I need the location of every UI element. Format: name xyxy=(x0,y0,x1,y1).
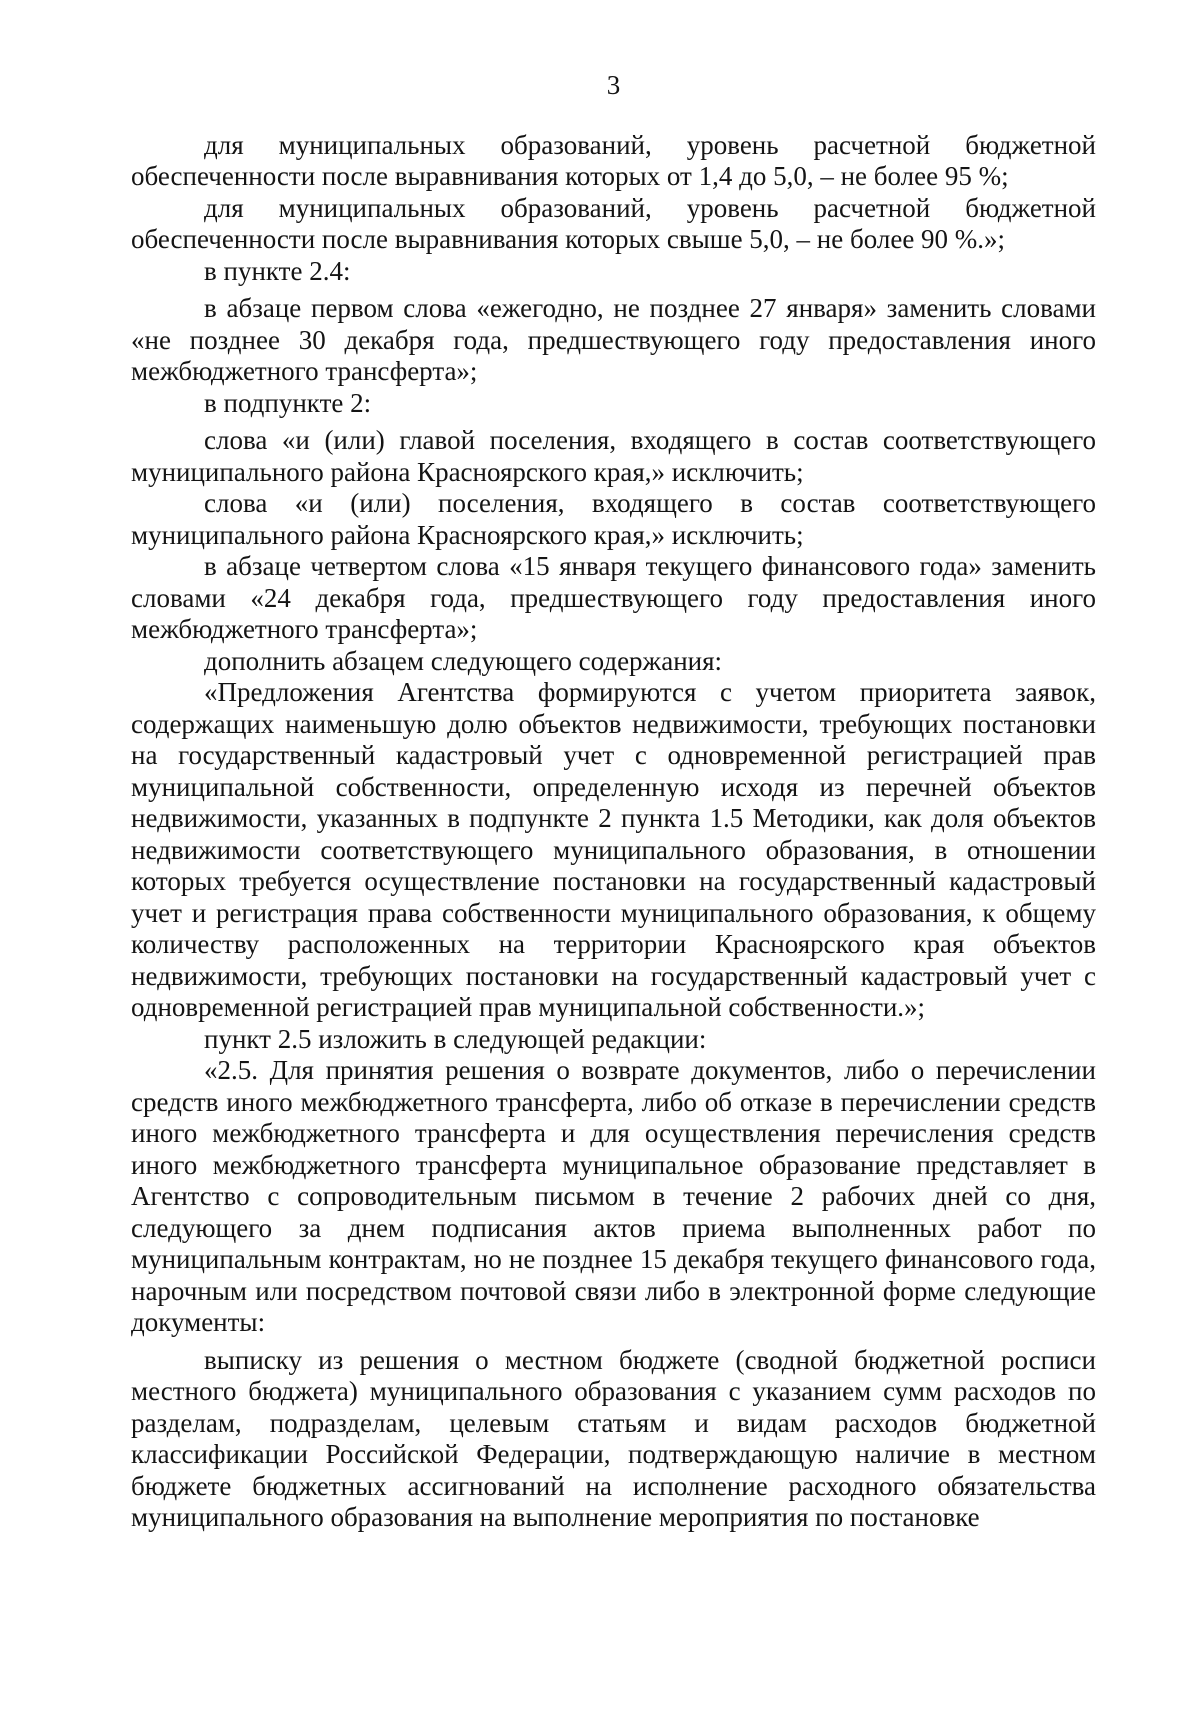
paragraph-fourth-abzac: в абзаце четвертом слова «15 января текущего финансового года» заменить словами «24 декабря года, предшествующего году предоставления иного межбюджетного трансферта»; xyxy=(131,551,1096,644)
paragraph-words-settlement: слова «и (или) поселения, входящего в состав соответствующего муниципального района Красноярского края,» исключить; xyxy=(131,488,1096,550)
paragraph-subclause-2: в подпункте 2: xyxy=(204,387,372,418)
paragraph-clause-2-5-intro: пункт 2.5 изложить в следующей редакции: xyxy=(204,1023,707,1054)
paragraph-supplement: дополнить абзацем следующего содержания: xyxy=(204,645,723,676)
page-number: 3 xyxy=(606,70,621,100)
paragraph-budget-90: для муниципальных образований, уровень расчетной бюджетной обеспеченности после выравнивания которых свыше 5,0, – не более 90 %.»; xyxy=(131,192,1096,254)
paragraph-budget-95: для муниципальных образований, уровень расчетной бюджетной обеспеченности после выравнивания которых от 1,4 до 5,0, – не более 95 %; xyxy=(131,129,1096,191)
paragraph-budget-extract: выписку из решения о местном бюджете (сводной бюджетной росписи местного бюджета) муниципального образования с указанием сумм расходов по разделам, подразделам, целевым статьям и видам расходов бюджетной классификации Российской Федерации, подтверждающую наличие в местном бюджете бюджетных ассигнований на исполнение расходного обязательства муниципального образования на выполнение мероприятия по постановке xyxy=(131,1344,1096,1532)
paragraph-words-head: слова «и (или) главой поселения, входящего в состав соответствующего муниципального района Красноярского края,» исключить; xyxy=(131,425,1096,487)
paragraph-clause-2-5: «2.5. Для принятия решения о возврате документов, либо о перечислении средств иного межбюджетного трансферта, либо об отказе в перечислении средств иного межбюджетного трансферта и для осуществления перечисления средств иного межбюджетного трансферта муниципальное образование представляет в Агентство с сопроводительным письмом в течение 2 рабочих дней со дня, следующего за днем подписания актов приема выполненных работ по муниципальным контрактам, но не позднее 15 декабря текущего финансового года, нарочным или посредством почтовой связи либо в электронной форме следующие документы: xyxy=(131,1055,1096,1337)
paragraph-clause-2-4: в пункте 2.4: xyxy=(204,255,351,286)
document-page xyxy=(131,70,1096,1534)
paragraph-agency-proposals: «Предложения Агентства формируются с учетом приоритета заявок, содержащих наименьшую долю объектов недвижимости, требующих постановки на государственный кадастровый учет с одновременной регистрацией прав муниципальной собственности, определенную исходя из перечней объектов недвижимости, указанных в подпункте 2 пункта 1.5 Методики, как доля объектов недвижимости соответствующего муниципального образования, в отношении которых требуется осуществление постановки на государственный кадастровый учет и регистрация права собственности муниципального образования, к общему количеству расположенных на территории Красноярского края объектов недвижимости, требующих постановки на государственный кадастровый учет с одновременной регистрацией прав муниципальной собственности.»; xyxy=(131,677,1096,1022)
paragraph-first-abzac: в абзаце первом слова «ежегодно, не позднее 27 января» заменить словами «не позднее 30 декабря года, предшествующего году предоставления иного межбюджетного трансферта»; xyxy=(131,293,1096,386)
